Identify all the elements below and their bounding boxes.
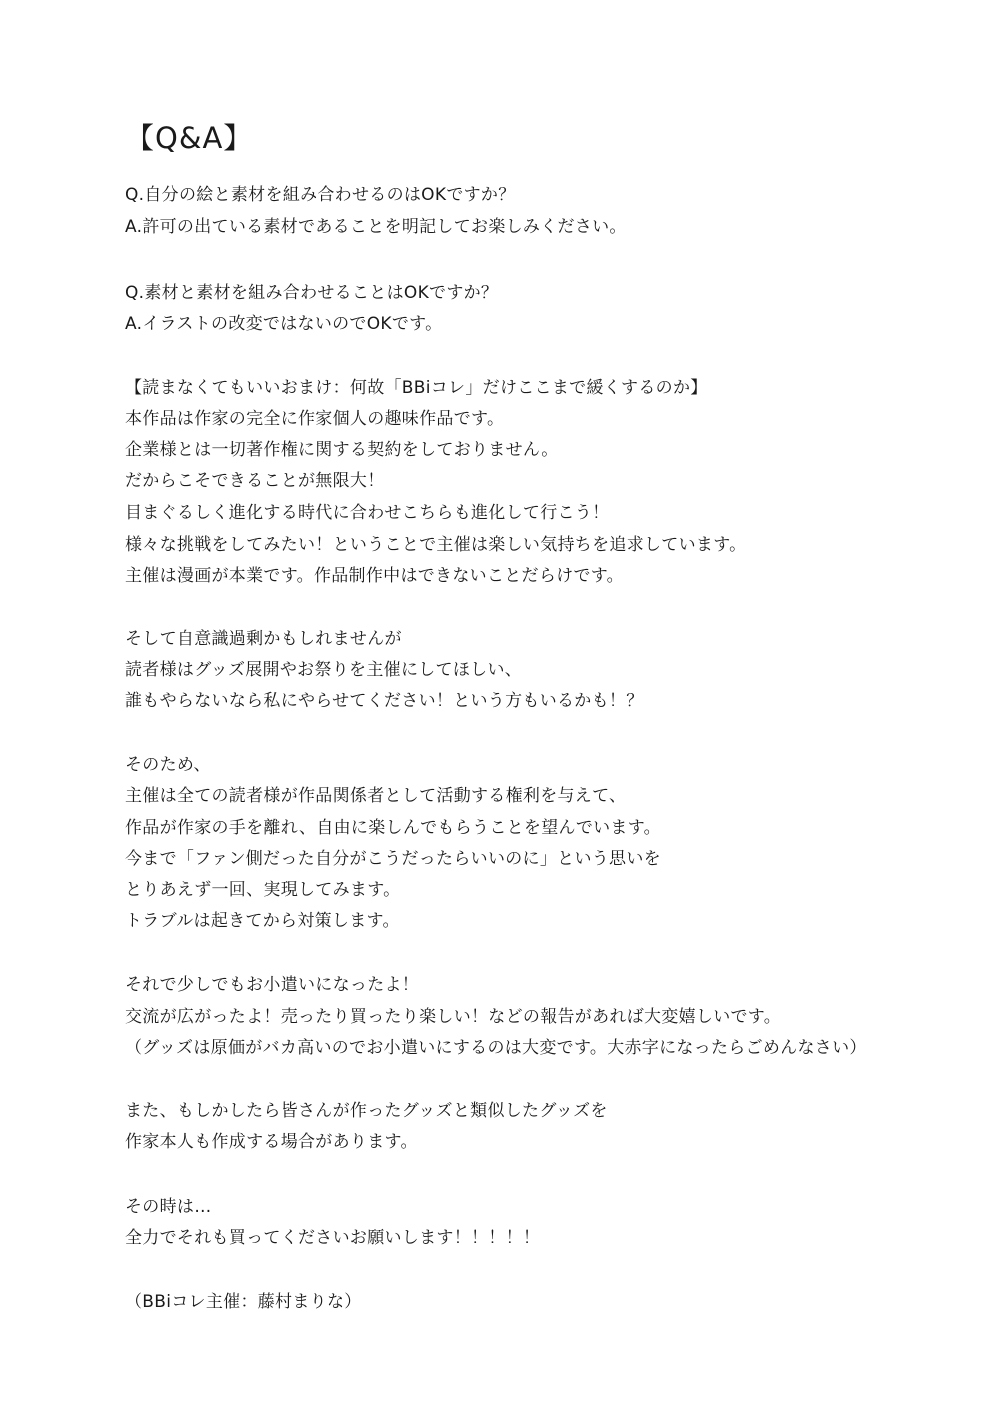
text-line: 主催は全ての読者様が作品関係者として活動する権利を与えて、 <box>125 786 627 806</box>
text-line: 作品が作家の手を離れ、自由に楽しんでもらうことを望んでいます。 <box>125 818 661 838</box>
text-line: 様々な挑戦をしてみたい！ということで主催は楽しい気持ちを追求しています。 <box>125 535 747 555</box>
question-2: Q.素材と素材を組み合わせることはOKですか？ <box>125 283 499 303</box>
text-line: （グッズは原価がバカ高いのでお小遣いにするのは大変です。大赤字になったらごめんなさい） <box>125 1038 867 1058</box>
text-line: 読者様はグッズ展開やお祭りを主催にしてほしい、 <box>125 660 523 680</box>
text-line: それで少しでもお小遣いになったよ！ <box>125 975 420 995</box>
text-line: そして自意識過剰かもしれませんが <box>125 629 402 649</box>
text-line: その時は… <box>125 1197 212 1217</box>
signature-line: （BBiコレ主催：藤村まりな） <box>125 1292 362 1312</box>
answer-1: A.許可の出ている素材であることを明記してお楽しみください。 <box>125 217 627 237</box>
question-1: Q.自分の絵と素材を組み合わせるのはOKですか？ <box>125 185 516 205</box>
answer-2: A.イラストの改変ではないのでOKです。 <box>125 314 443 334</box>
text-line: 全力でそれも買ってくださいお願いします！！！！！ <box>125 1228 541 1248</box>
page-title: 【Q&A】 <box>125 121 254 155</box>
text-line: 作家本人も作成する場合があります。 <box>125 1132 418 1152</box>
text-line: トラブルは起きてから対策します。 <box>125 911 400 931</box>
bonus-heading: 【読まなくてもいいおまけ：何故「BBiコレ」だけここまで緩くするのか】 <box>125 378 708 398</box>
text-line: 主催は漫画が本業です。作品制作中はできないことだらけです。 <box>125 566 624 586</box>
text-line: また、もしかしたら皆さんが作ったグッズと類似したグッズを <box>125 1101 608 1121</box>
text-line: 本作品は作家の完全に作家個人の趣味作品です。 <box>125 409 505 429</box>
text-line: 誰もやらないなら私にやらせてください！という方もいるかも！？ <box>125 691 644 711</box>
text-line: とりあえず一回、実現してみます。 <box>125 880 401 900</box>
text-line: 企業様とは一切著作権に関する契約をしておりません。 <box>125 440 559 460</box>
text-line: 今まで「ファン側だった自分がこうだったらいいのに」という思いを <box>125 849 661 869</box>
text-line: だからこそできることが無限大！ <box>125 471 385 491</box>
text-line: 交流が広がったよ！売ったり買ったり楽しい！などの報告があれば大変嬉しいです。 <box>125 1007 782 1027</box>
text-line: 目まぐるしく進化する時代に合わせこちらも進化して行こう！ <box>125 503 610 523</box>
text-line: そのため、 <box>125 755 211 775</box>
